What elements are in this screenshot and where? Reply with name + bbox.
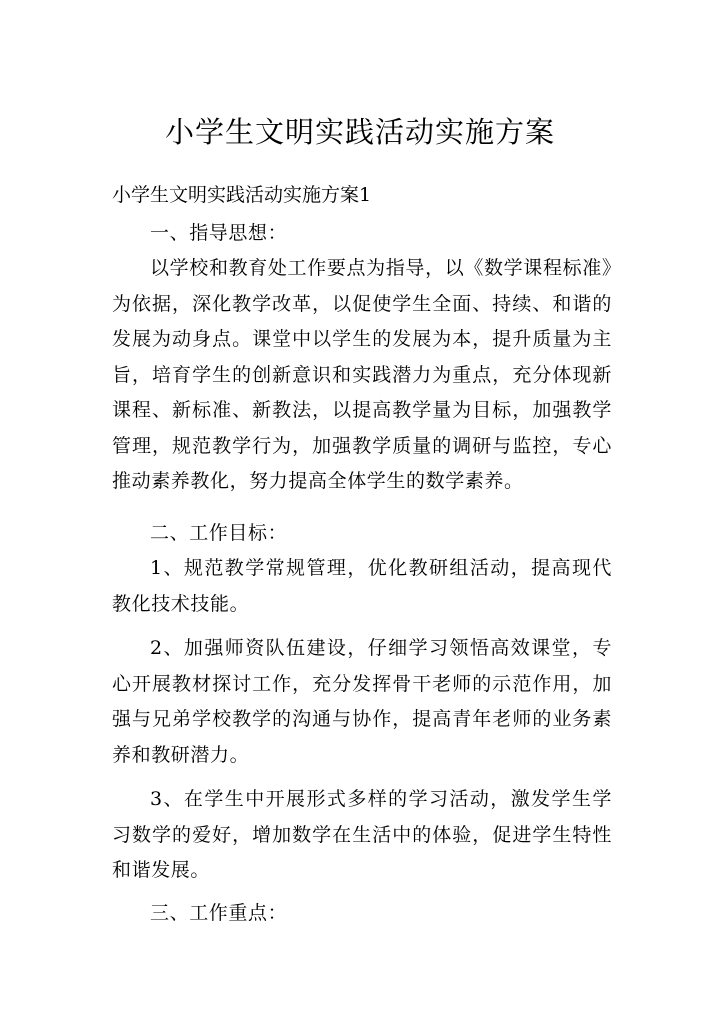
document-title: 小学生文明实践活动实施方案 [164,115,555,149]
heading-work-focus: 三、工作重点： [150,902,288,924]
paragraph-goal-1: 1、规范教学常规管理，优化教研组活动，提高现代教化技术技能。 [112,557,612,615]
paragraph-goal-2: 2、加强师资队伍建设，仔细学习领悟高效课堂，专心开展教材探讨工作，充分发挥骨干老师的示范作用，加强与兄弟学校教学的沟通与协作，提高青年老师的业务素养和教研潜力。 [112,637,612,766]
paragraph-guiding-thought: 以学校和教育处工作要点为指导，以《数学课程标准》为依据，深化教学改革，以促使学生全面、持续、和谐的发展为动身点。课堂中以学生的发展为本，提升质量为主旨，培育学生的创新意识和实践潜力为重点，充分体现新课程、新标准、新教法，以提高教学量为目标，加强教学管理，规范教学行为，加强教学质量的调研与监控，专心推动素养教化，努力提高全体学生的数学素养。 [112,257,612,492]
heading-guiding-thought: 一、指导思想： [150,222,288,244]
heading-work-goals: 二、工作目标： [150,522,288,544]
paragraph-goal-3: 3、在学生中开展形式多样的学习活动，激发学生学习数学的爱好，增加数学在生活中的体验，促进学生特性和谐发展。 [112,788,612,881]
section-heading: 小学生文明实践活动实施方案1 [112,184,372,206]
